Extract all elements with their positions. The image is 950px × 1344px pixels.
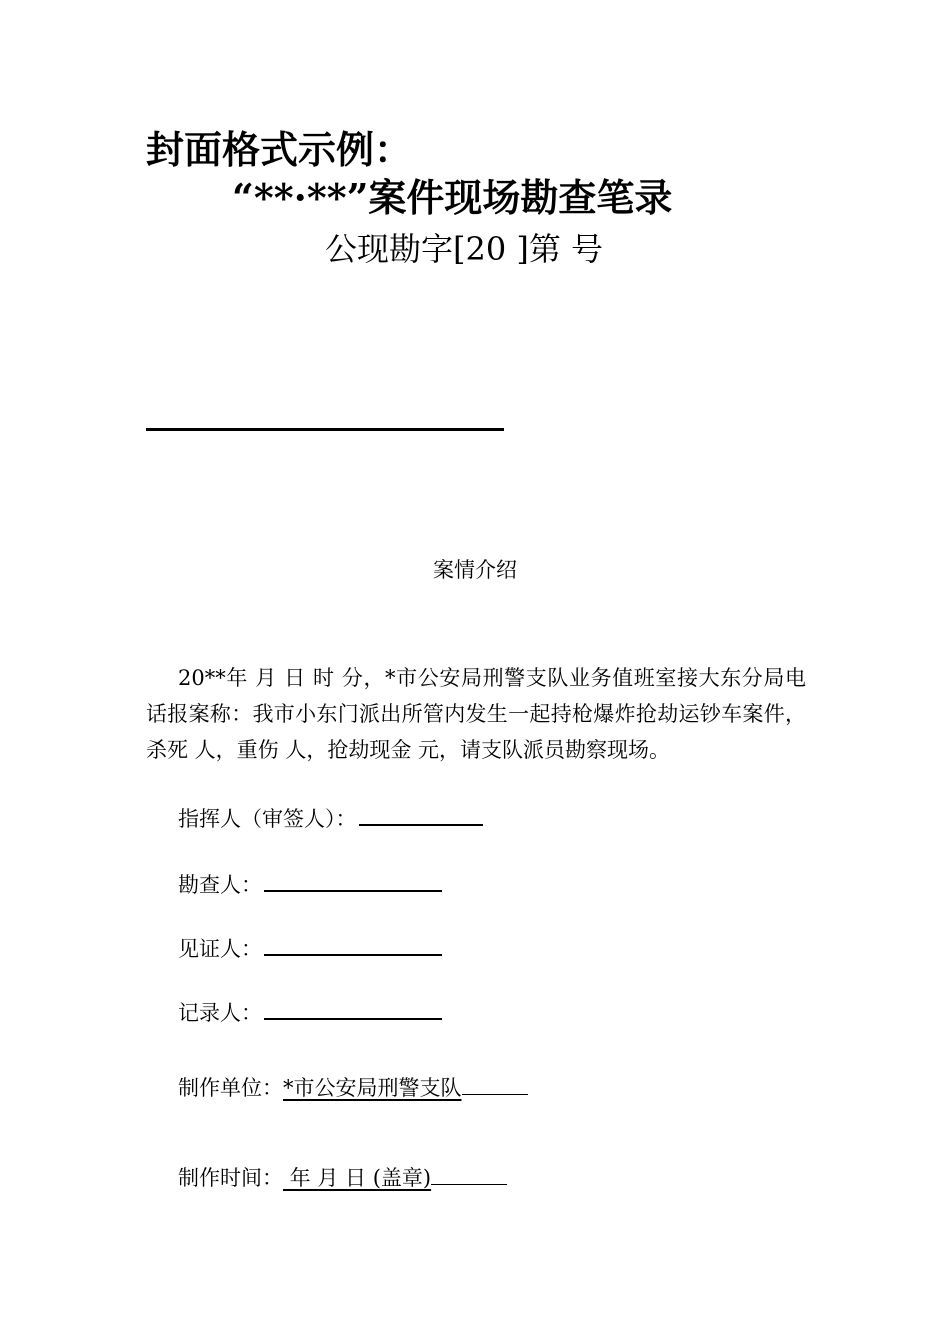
horizontal-rule	[146, 428, 504, 431]
investigator-blank[interactable]	[264, 866, 442, 892]
document-title: “**·**”案件现场勘查笔录	[232, 175, 673, 220]
commander-field	[178, 800, 483, 835]
unit-value: *市公安局刑警支队	[283, 1076, 462, 1100]
recorder-field	[178, 994, 442, 1029]
investigator-label: 勘查人：	[178, 873, 262, 897]
case-intro-paragraph: 20**年 月 日 时 分，*市公安局刑警支队业务值班室接大东分局电话报案称：我市小东门派出所管内发生一起持枪爆炸抢劫运钞车案件，杀死 人，重伤 人，抢劫现金 元，请支队派员勘察现场。	[146, 666, 806, 762]
cover-format-heading: 封面格式示例：	[146, 127, 413, 172]
unit-underline-tail	[462, 1070, 528, 1095]
time-label: 制作时间：	[178, 1166, 283, 1190]
commander-blank[interactable]	[359, 800, 483, 826]
unit-field	[178, 1070, 528, 1104]
investigator-field	[178, 866, 442, 901]
witness-label: 见证人：	[178, 937, 262, 961]
witness-blank[interactable]	[264, 930, 442, 956]
time-field	[178, 1160, 507, 1194]
section-title: 案情介绍	[433, 558, 517, 582]
document-number: 公现勘字[20 ]第 号	[325, 230, 604, 268]
witness-field	[178, 930, 442, 965]
time-underline-tail	[431, 1160, 507, 1185]
unit-label: 制作单位：	[178, 1076, 283, 1100]
commander-label: 指挥人（审签人）：	[178, 807, 357, 831]
time-value: 年 月 日 (盖章)	[283, 1166, 432, 1190]
recorder-label: 记录人：	[178, 1001, 262, 1025]
recorder-blank[interactable]	[264, 994, 442, 1020]
